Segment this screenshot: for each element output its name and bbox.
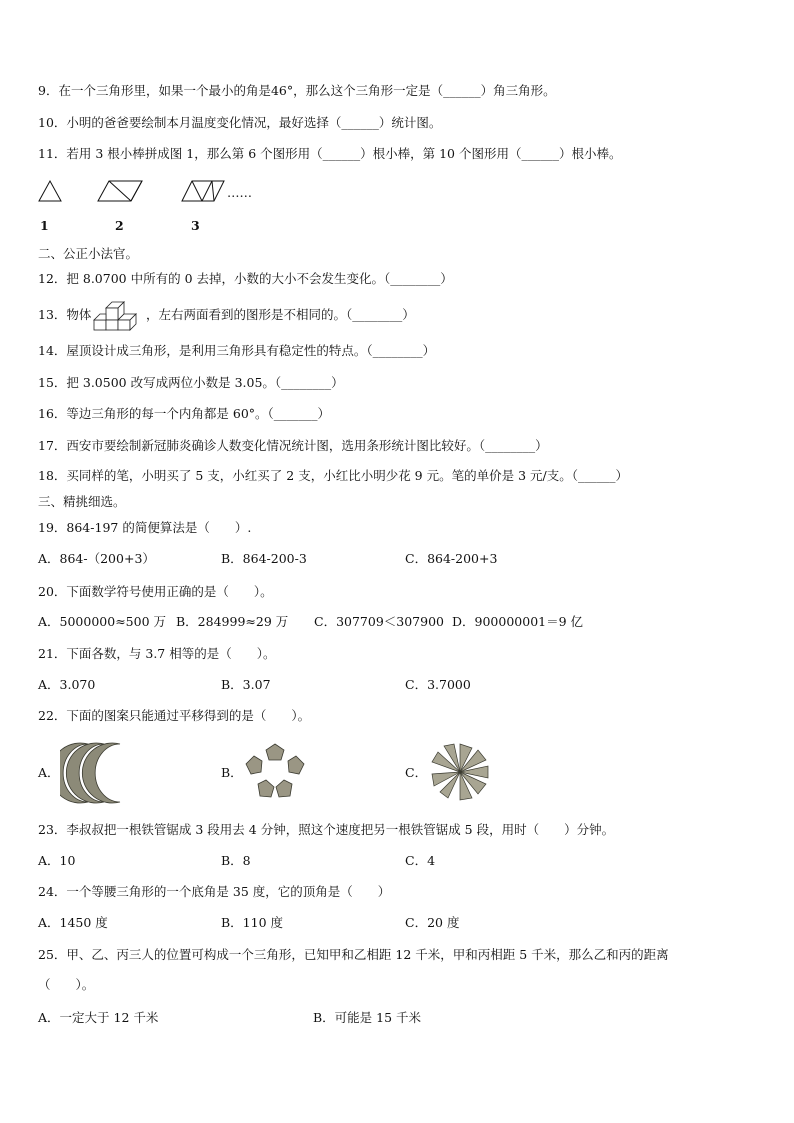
q23-option-a: A．10 bbox=[38, 853, 76, 868]
q19-option-b: B．864-200-3 bbox=[221, 551, 307, 566]
q24-option-b: B．110 度 bbox=[221, 915, 284, 930]
question-17: 17．西安市要绘制新冠肺炎确诊人数变化情况统计图，选用条形统计图比较好。（________） bbox=[38, 438, 548, 453]
q22-option-a-label: A． bbox=[38, 765, 60, 780]
question-19: 19．864-197 的简便算法是（ ）. bbox=[38, 520, 252, 535]
q25-option-b: B．可能是 15 千米 bbox=[313, 1010, 422, 1025]
question-25: 25．甲、乙、丙三人的位置可构成一个三角形，已知甲和乙相距 12 千米，甲和丙相距 5 千米，那么乙和丙的距离 bbox=[38, 947, 669, 962]
question-22: 22．下面的图案只能通过平移得到的是（ ）。 bbox=[38, 708, 311, 723]
question-23: 23．李叔叔把一根铁管锯成 3 段用去 4 分钟，照这个速度把另一根铁管锯成 5 段，用时（ ）分钟。 bbox=[38, 822, 615, 837]
q22-option-a-crescents-image bbox=[60, 740, 132, 806]
q20-option-b: B．284999≈29 万 bbox=[176, 614, 289, 629]
q21-option-b: B．3.07 bbox=[221, 677, 271, 692]
question-18: 18．买同样的笔，小明买了 5 支，小红买了 2 支，小红比小明少花 9 元。笔的单价是 3 元/支。（______） bbox=[38, 468, 628, 483]
q11-figure-1 bbox=[36, 178, 66, 204]
question-12: 12．把 8.0700 中所有的 0 去掉，小数的大小不会发生变化。（________） bbox=[38, 271, 453, 286]
q11-label-1: 1 bbox=[40, 218, 49, 233]
q19-option-c: C．864-200+3 bbox=[405, 551, 498, 566]
q22-option-b-label: B． bbox=[221, 765, 243, 780]
q23-option-c: C．4 bbox=[405, 853, 436, 868]
q20-option-a: A．5000000≈500 万 bbox=[38, 614, 167, 629]
q20-option-d: D．900000001＝9 亿 bbox=[452, 614, 584, 629]
question-21: 21．下面各数，与 3.7 相等的是（ ）。 bbox=[38, 646, 276, 661]
q25-option-a: A．一定大于 12 千米 bbox=[38, 1010, 159, 1025]
question-20: 20．下面数学符号使用正确的是（ ）。 bbox=[38, 584, 273, 599]
q24-option-c: C．20 度 bbox=[405, 915, 460, 930]
q19-option-a: A．864-（200+3） bbox=[38, 551, 155, 566]
question-13-prefix: 13．物体 bbox=[38, 307, 92, 322]
section-3-heading: 三、精挑细选。 bbox=[38, 494, 126, 509]
question-15: 15．把 3.0500 改写成两位小数是 3.05。（________） bbox=[38, 375, 344, 390]
q11-figure-2 bbox=[96, 178, 146, 204]
q22-option-b-pentagons-image bbox=[244, 742, 306, 800]
q23-option-b: B．8 bbox=[221, 853, 251, 868]
section-2-heading: 二、公正小法官。 bbox=[38, 246, 139, 261]
question-11: 11．若用 3 根小棒拼成图 1，那么第 6 个图形用（______）根小棒，第 10 个图形用（______）根小棒。 bbox=[38, 146, 622, 161]
q11-figure-3 bbox=[180, 178, 228, 204]
question-16: 16．等边三角形的每一个内角都是 60°。（_______） bbox=[38, 406, 331, 421]
question-9: 9．在一个三角形里，如果一个最小的角是46°，那么这个三角形一定是（______）角三角形。 bbox=[38, 83, 556, 98]
q11-label-3: 3 bbox=[191, 218, 200, 233]
question-10: 10．小明的爸爸要绘制本月温度变化情况，最好选择（______）统计图。 bbox=[38, 115, 442, 130]
question-24: 24．一个等腰三角形的一个底角是 35 度，它的顶角是（ ） bbox=[38, 884, 391, 899]
q21-option-c: C．3.7000 bbox=[405, 677, 471, 692]
q22-option-c-pinwheel-image bbox=[428, 742, 492, 802]
q11-continuation-dots: …… bbox=[227, 185, 252, 200]
question-25-continuation: （ ）。 bbox=[38, 977, 95, 992]
question-14: 14．屋顶设计成三角形，是利用三角形具有稳定性的特点。（________） bbox=[38, 343, 436, 358]
q21-option-a: A．3.070 bbox=[38, 677, 96, 692]
q22-option-c-label: C． bbox=[405, 765, 428, 780]
q20-option-c: C．307709＜307900 bbox=[314, 614, 444, 629]
q11-label-2: 2 bbox=[115, 218, 124, 233]
q24-option-a: A．1450 度 bbox=[38, 915, 108, 930]
q13-cube-object bbox=[92, 296, 148, 332]
question-13-text: ，左右两面看到的图形是不相同的。（________） bbox=[146, 307, 415, 322]
